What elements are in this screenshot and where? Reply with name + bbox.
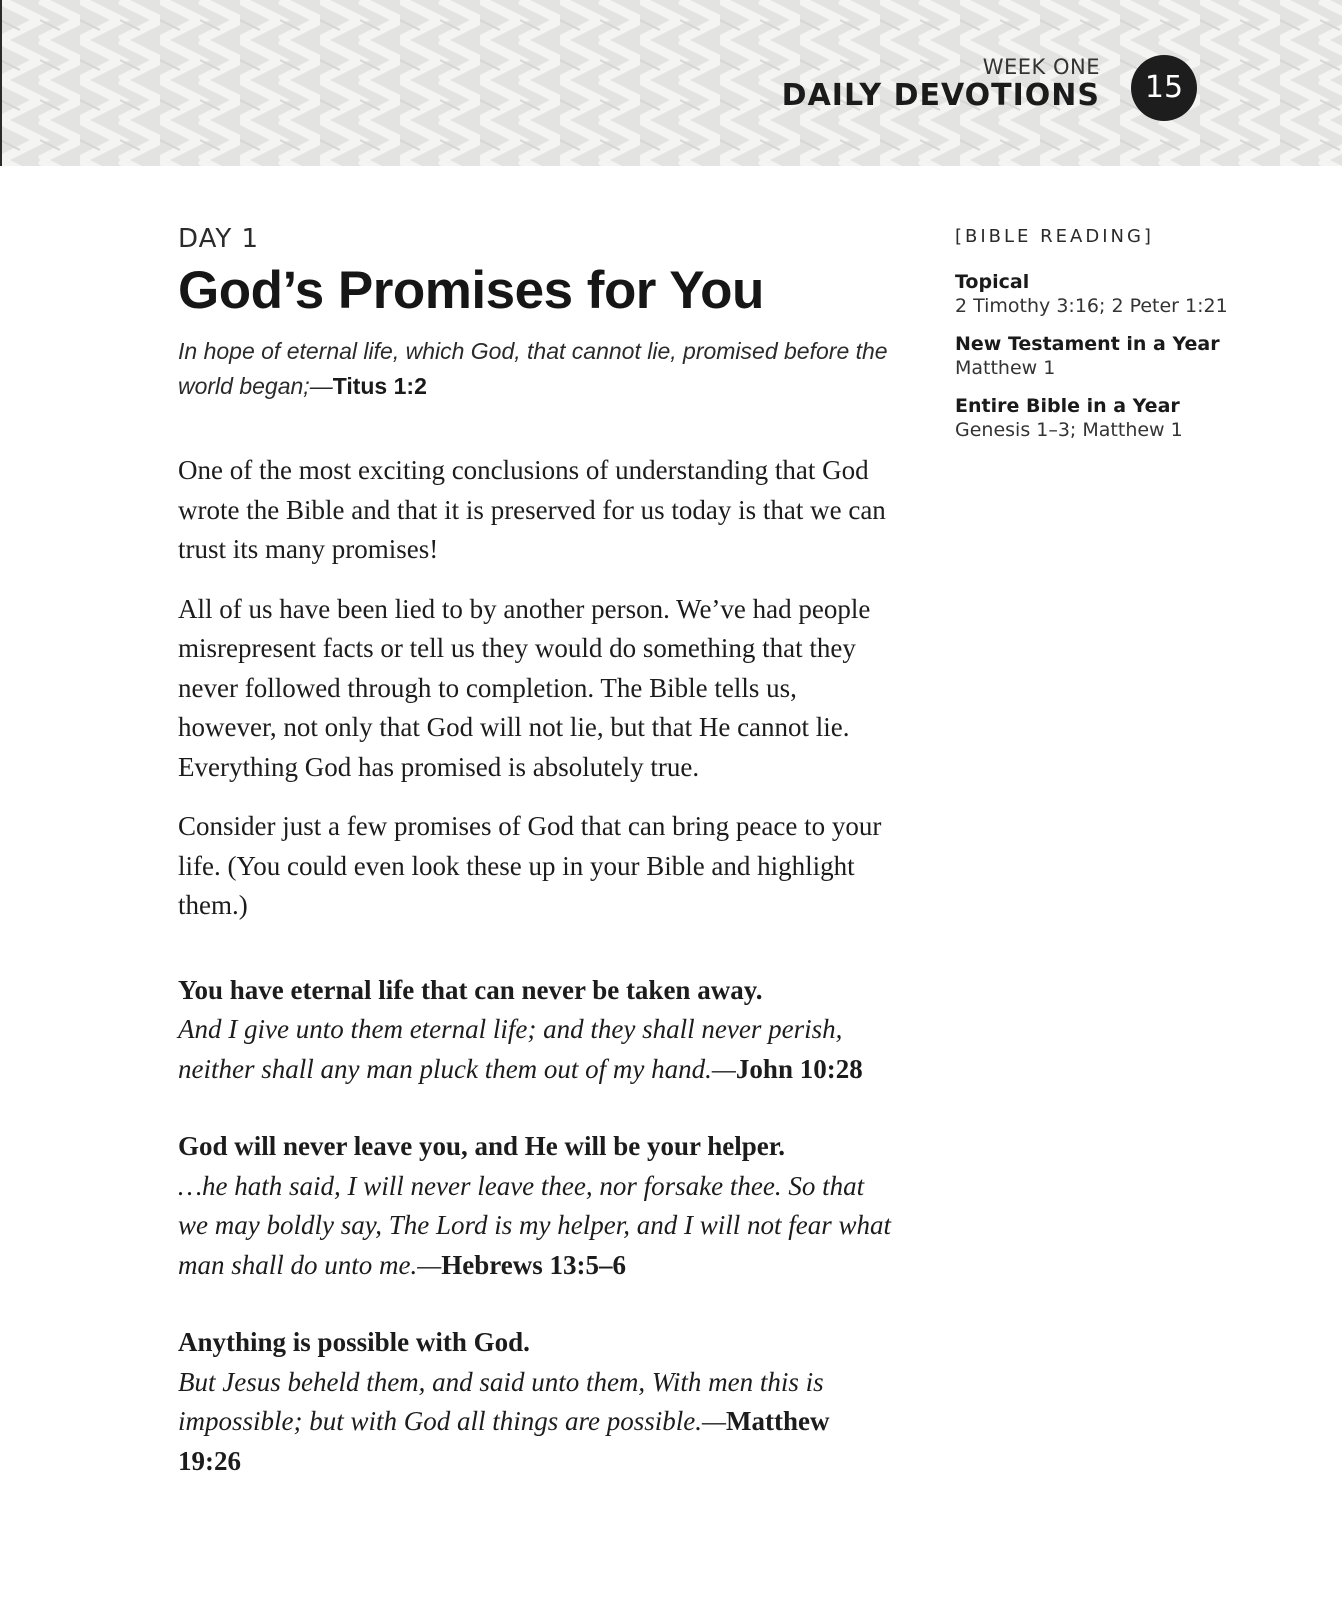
body-paragraph: One of the most exciting conclusions of understanding that God wrote the Bible and that it is preserved for us today is that we can trust its many promises! (178, 455, 886, 564)
body-paragraph: All of us have been lied to by another person. We’ve had people misrepresent facts or tell us they would do something that they never followed through to completion. The Bible tells us, however, not only that God will not lie, but that He cannot lie. Everything God has promised is absolutely true. (178, 593, 871, 782)
reading-label: Entire Bible in a Year (955, 395, 1180, 417)
reading-group-entire-bible (955, 394, 1295, 442)
header-titles (782, 54, 1100, 112)
promise-block (178, 1127, 894, 1285)
key-verse-text: In hope of eternal life, which God, that cannot lie, promised before the world began;— (178, 338, 888, 399)
reading-group-new-testament (955, 332, 1295, 380)
promise-verse: And I give unto them eternal life; and they shall never perish, neither shall any man pluck them out of my hand.— (178, 1014, 843, 1084)
key-verse-reference: Titus 1:2 (332, 373, 427, 399)
bible-reading-sidebar (955, 224, 1295, 456)
promise-reference: John 10:28 (735, 1053, 863, 1084)
reading-value: Genesis 1–3; Matthew 1 (955, 419, 1183, 441)
promise-verse: …he hath said, I will never leave thee, nor forsake thee. So that we may boldly say, The Lord is my helper, and I will not fear what man shall do unto me.— (178, 1170, 891, 1280)
devotion-content (178, 222, 894, 1481)
promise-block (178, 1323, 894, 1481)
reading-label: New Testament in a Year (955, 333, 1220, 355)
reading-label: Topical (955, 271, 1030, 293)
reading-value: Matthew 1 (955, 357, 1056, 379)
promise-verse: But Jesus beheld them, and said unto them, With men this is impossible; but with God all things are possible.— (178, 1366, 824, 1436)
section-label: DAILY DEVOTIONS (781, 78, 1100, 113)
promise-heading: You have eternal life that can never be taken away. (178, 974, 763, 1005)
week-label: WEEK ONE (982, 55, 1100, 79)
header-banner (0, 0, 1342, 166)
promise-reference: Hebrews 13:5–6 (441, 1249, 626, 1280)
promise-heading: Anything is possible with God. (178, 1327, 530, 1357)
day-label: DAY 1 (178, 224, 260, 254)
promise-block (178, 971, 894, 1090)
promise-reference: Matthew 19:26 (178, 1406, 830, 1476)
reading-group-topical (955, 270, 1295, 318)
reading-value: 2 Timothy 3:16; 2 Peter 1:21 (955, 295, 1228, 317)
banner-edge-rule (0, 0, 2, 166)
page-number-badge: 15 (1131, 55, 1197, 121)
key-verse (178, 334, 894, 404)
body-paragraph: Consider just a few promises of God that can bring peace to your life. (You could even look these up in your Bible and highlight them.) (178, 811, 882, 920)
devotion-title: God’s Promises for You (178, 261, 764, 320)
promise-heading: God will never leave you, and He will be your helper. (178, 1131, 786, 1161)
bible-reading-title: [BIBLE READING] (955, 226, 1154, 247)
